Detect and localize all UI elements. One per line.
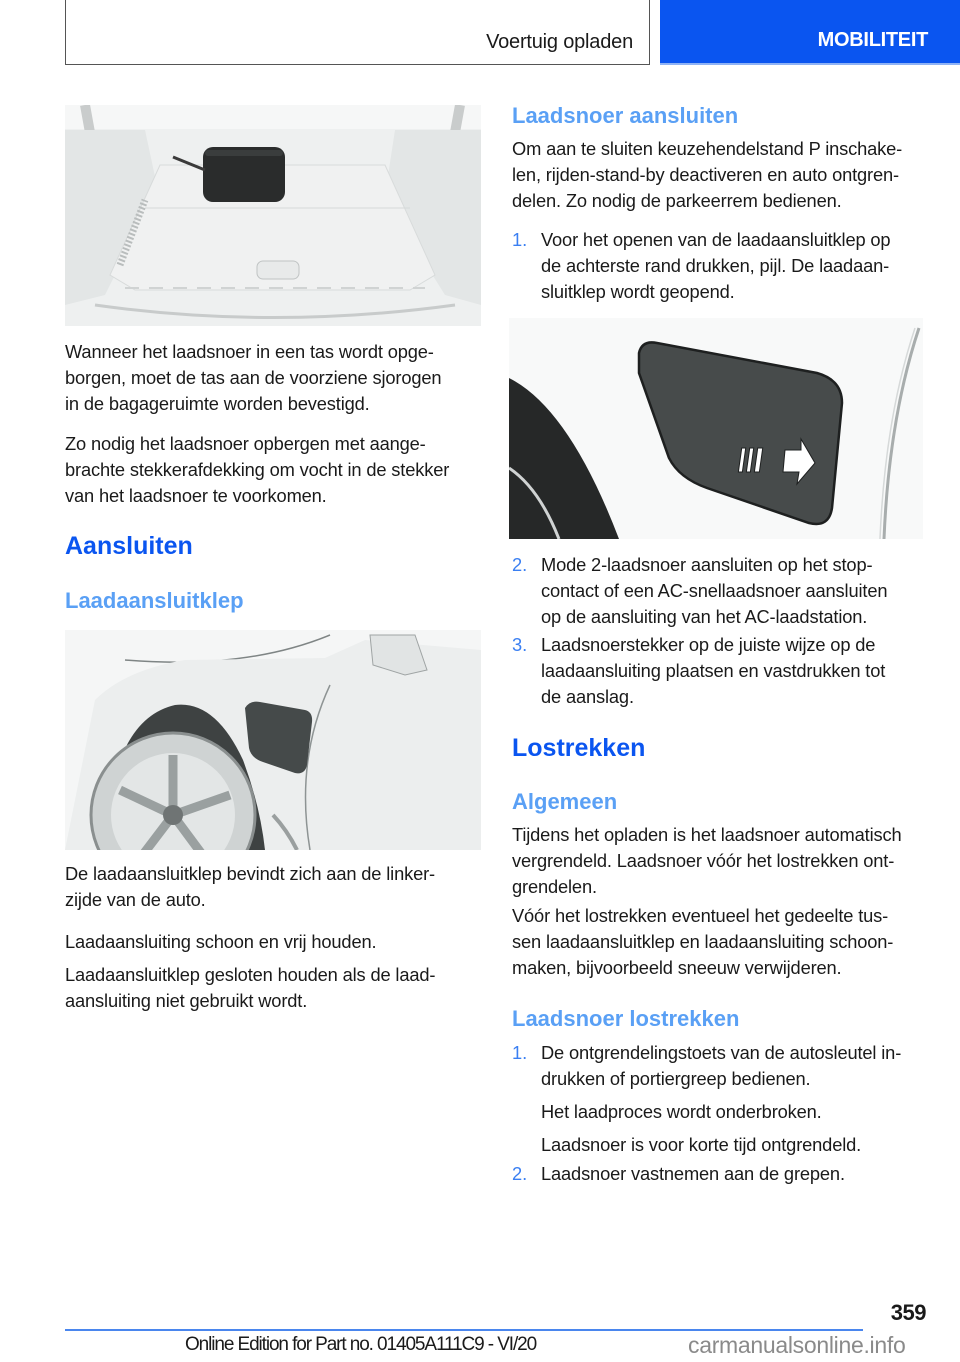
heading-lostrekken: Lostrekken [512,734,646,762]
section-header-box [65,0,650,65]
paragraph-bag-storage: Wanneer het laadsnoer in een tas wordt opge- borgen, moet de tas aan de voorziene sjorogen in de bagageruimte worden bevestigd. [65,341,442,414]
section-title: Voertuig opladen [486,31,633,53]
heading-aansluiten: Aansluiten [65,532,193,560]
charging-flap-press-arrow-icon [509,318,923,539]
page-number: 359 [890,1300,926,1325]
edition-info: Online Edition for Part no. 01405A111C9 - VI/20 [185,1334,537,1355]
step-note: Het laadproces wordt onderbroken. [541,1101,822,1122]
step-text: De ontgrendelingstoets van de autosleutel in- drukken of portiergreep bedienen. Het laadproces wordt onderbroken. Laadsnoer is voor korte tijd ontgrendeld. [541,1040,933,1158]
paragraph-keep-clean: Laadaansluiting schoon en vrij houden. [65,931,377,952]
paragraph-keep-closed: Laadaansluitklep gesloten houden als de laad- aansluiting niet gebruikt wordt. [65,964,436,1011]
car-side-charging-flap-icon [65,630,481,850]
subheading-laadsnoer-lostrekken: Laadsnoer lostrekken [512,1006,740,1031]
paragraph-automatic-lock: Tijdens het opladen is het laadsnoer automatisch vergrendeld. Laadsnoer vóór het lostrekken ont- grendelen. [512,824,902,897]
subheading-laadsnoer-aansluiten: Laadsnoer aansluiten [512,103,739,128]
step-note: Laadsnoer is voor korte tijd ontgrendeld. [541,1134,862,1155]
watermark: carmanualsonline.info [688,1332,906,1358]
step-number: 3. [512,634,528,655]
chapter-tab-label: MOBILITEIT [817,29,928,51]
paragraph-clean-before: Vóór het lostrekken eventueel het gedeelte tus- sen laadaansluitklep en laadaansluiting schoon- maken, bijvoorbeeld sneeuw verwijderen. [512,905,894,978]
footer-divider [65,1329,863,1331]
step-number: 2. [512,1163,528,1184]
trunk-illustration [65,105,481,326]
step-text: Laadsnoerstekker op de juiste wijze op de laadaansluiting plaatsen en vastdrukken tot de aanslag. [541,634,886,707]
step-number: 1. [512,1042,528,1063]
trunk-with-charging-cable-bag-icon [65,105,481,326]
step-text: Mode 2-laadsnoer aansluiten op het stop- contact of een AC-snellaadsnoer aansluiten op de aansluiting van het AC-laadstation. [541,554,888,627]
step-number: 1. [512,229,528,250]
charging-flap-illustration [65,630,481,850]
paragraph-connect-intro: Om aan te sluiten keuzehendelstand P inschake- len, rijden-stand-by deactiveren en auto ontgren- delen. Zo nodig de parkeerrem bedienen. [512,138,903,211]
step-number: 2. [512,554,528,575]
subheading-algemeen: Algemeen [512,789,618,814]
flap-arrow-illustration [509,318,923,539]
paragraph-flap-location: De laadaansluitklep bevindt zich aan de linker- zijde van de auto. [65,863,435,910]
step-text: Voor het openen van de laadaansluitklep op de achterste rand drukken, pijl. De laadaan- sluitklep wordt geopend. [541,229,891,302]
step-text: Laadsnoer vastnemen aan de grepen. [541,1163,845,1184]
subheading-laadaansluitklep: Laadaansluitklep [65,588,244,613]
chapter-tab[interactable] [660,0,960,65]
paragraph-plug-cover: Zo nodig het laadsnoer opbergen met aange- brachte stekkerafdekking om vocht in de stekker van het laadsnoer te voorkomen. [65,433,450,506]
